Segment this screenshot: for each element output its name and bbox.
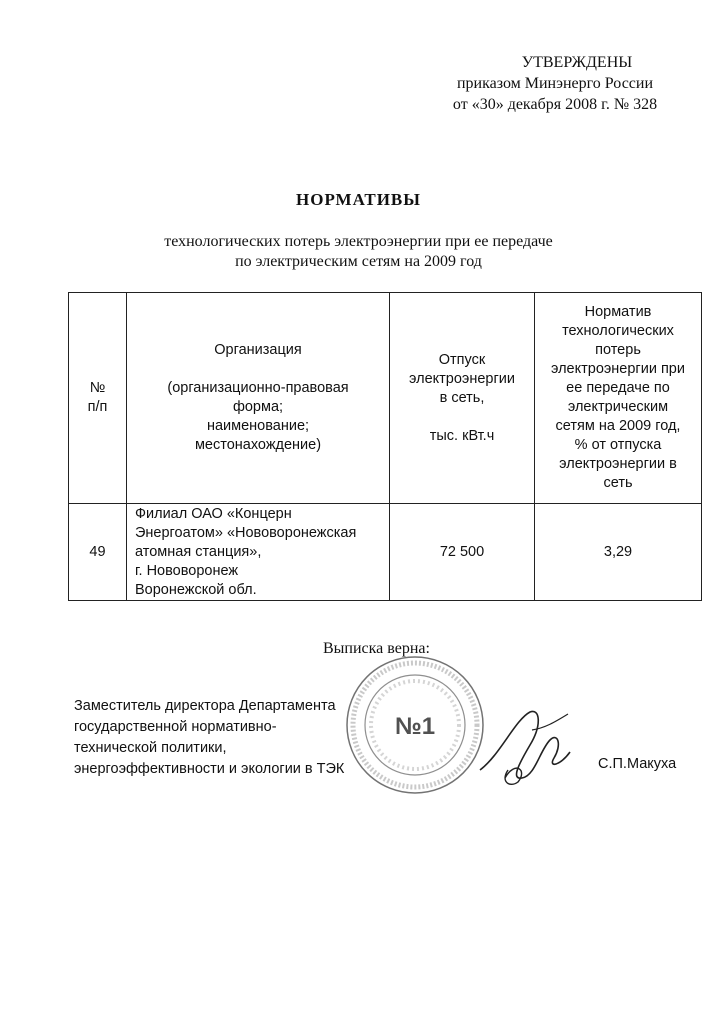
row-supply: 72 500 xyxy=(390,504,535,601)
document-subtitle xyxy=(0,232,717,272)
header-norm-line: Норматив xyxy=(584,304,652,320)
signer-line: Заместитель директора Департамента xyxy=(74,698,336,714)
header-supply xyxy=(390,293,535,504)
stamp-number: №1 xyxy=(394,713,436,740)
signer-line: государственной нормативно- xyxy=(74,719,277,735)
header-norm-line: сетям на 2009 год, xyxy=(555,418,681,434)
row-number: 49 xyxy=(69,504,127,601)
signer-name: С.П.Макуха xyxy=(598,756,677,772)
approval-order: приказом Минэнерго России xyxy=(456,75,654,92)
header-norm-line: технологических xyxy=(562,323,674,339)
header-norm-line: потерь xyxy=(595,342,641,358)
header-norm-line: % от отпуска xyxy=(574,437,662,453)
document-title: НОРМАТИВЫ xyxy=(296,190,421,209)
header-org-line: местонахождение) xyxy=(194,437,322,453)
extract-note: Выписка верна: xyxy=(323,640,430,657)
header-supply-line: Отпуск xyxy=(438,351,486,368)
header-number-sign: № xyxy=(89,380,106,396)
header-norm xyxy=(535,293,702,504)
table-row xyxy=(69,504,702,601)
approval-title: УТВЕРЖДЕНЫ xyxy=(521,54,633,71)
row-norm: 3,29 xyxy=(535,504,702,601)
header-org-line: (организационно-правовая xyxy=(167,380,349,396)
header-number-pp: п/п xyxy=(87,399,108,415)
signer-line: технической политики, xyxy=(74,740,227,756)
header-norm-line: электроэнергии при xyxy=(551,361,685,377)
header-org-line: форма; xyxy=(232,399,284,415)
header-norm-line: сеть xyxy=(603,475,633,491)
signer-position xyxy=(74,696,344,780)
header-norm-line: электроэнергии в xyxy=(559,456,677,472)
subtitle-line-2: по электрическим сетям на 2009 год xyxy=(235,253,482,270)
row-org-line: атомная станция», xyxy=(135,543,262,560)
approval-block xyxy=(430,52,680,115)
header-organization xyxy=(127,293,390,504)
header-org-line: наименование; xyxy=(206,418,310,434)
signer-line: энергоэффективности и экологии в ТЭК xyxy=(74,761,345,777)
row-org-line: Филиал ОАО «Концерн xyxy=(135,505,292,522)
header-supply-line: в сеть, xyxy=(439,389,485,406)
row-org-line: г. Нововоронеж xyxy=(135,562,239,579)
header-supply-unit: тыс. кВт.ч xyxy=(429,427,495,444)
header-supply-line: электроэнергии xyxy=(409,370,515,387)
row-org-line: Воронежской обл. xyxy=(135,581,257,598)
row-organization xyxy=(127,504,390,601)
norms-table xyxy=(68,292,702,601)
header-number xyxy=(69,293,127,504)
header-norm-line: электрическим xyxy=(567,399,669,415)
subtitle-line-1: технологических потерь электроэнергии при ее передаче xyxy=(164,233,553,250)
handwritten-signature xyxy=(470,700,580,790)
table-header-row xyxy=(69,293,702,504)
header-org-title: Организация xyxy=(214,342,302,358)
official-stamp xyxy=(340,650,490,800)
header-norm-line: ее передаче по xyxy=(566,380,670,396)
approval-date: от «30» декабря 2008 г. № 328 xyxy=(452,96,658,113)
row-org-line: Энергоатом» «Нововоронежская xyxy=(135,524,357,541)
